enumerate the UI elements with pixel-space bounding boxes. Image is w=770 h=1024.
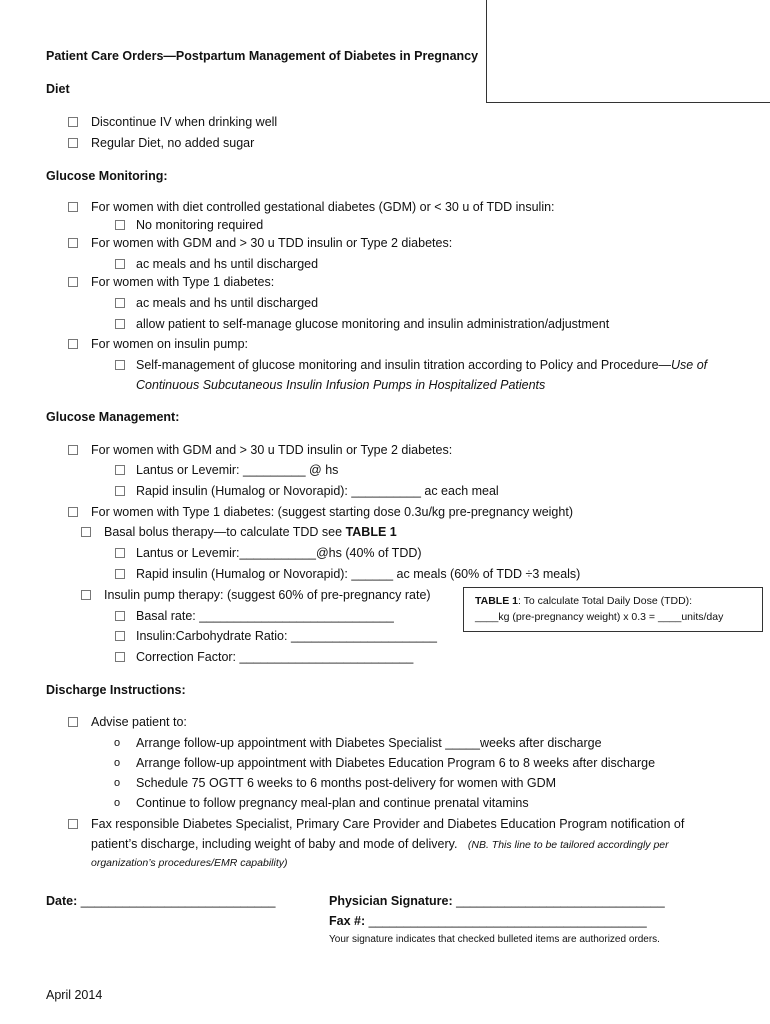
discharge-sub-3: Schedule 75 OGTT 6 weeks to 6 months post-delivery for women with GDM	[136, 776, 557, 790]
basal-bolus-table-ref: TABLE 1	[345, 525, 397, 539]
discharge-item-1: Advise patient to:	[91, 715, 187, 729]
signature-note: Your signature indicates that checked bulleted items are authorized orders.	[329, 934, 660, 945]
pump-sub-3: Correction Factor: _________________________	[136, 650, 414, 664]
gm-sub-checkbox-2[interactable]	[115, 259, 125, 269]
gm-sub-checkbox-3b[interactable]	[115, 319, 125, 329]
gmg-item-1-sub-1: Lantus or Levemir: _________ @ hs	[136, 463, 339, 477]
gmg-sub-checkbox-1a[interactable]	[115, 465, 125, 475]
discharge-checkbox-1[interactable]	[68, 717, 78, 727]
discharge-item-2-line-2	[91, 836, 669, 853]
table1-label: TABLE 1	[475, 595, 518, 607]
bb-sub-2: Rapid insulin (Humalog or Novorapid): ______ ac meals (60% of TDD ÷3 meals)	[136, 567, 581, 581]
discharge-item-2-note-a: (NB. This line to be tailored accordingly per	[467, 839, 669, 851]
diet-item-2: Regular Diet, no added sugar	[91, 136, 255, 150]
discharge-item-2-note-b: organization’s procedures/EMR capability)	[91, 857, 288, 869]
gm-item-3-sub-2: allow patient to self-manage glucose monitoring and insulin administration/adjustment	[136, 317, 610, 331]
diet-checkbox-1[interactable]	[68, 117, 78, 127]
gm-checkbox-3[interactable]	[68, 277, 78, 287]
gm-checkbox-2[interactable]	[68, 238, 78, 248]
gm-item-2-sub: ac meals and hs until discharged	[136, 257, 319, 271]
pump-item: Insulin pump therapy: (suggest 60% of pre-pregnancy rate)	[104, 588, 431, 602]
diet-item-1: Discontinue IV when drinking well	[91, 115, 278, 129]
gm-item-4-sub-line-2: Continuous Subcutaneous Insulin Infusion Pumps in Hospitalized Patients	[136, 378, 546, 392]
discharge-sub-2: Arrange follow-up appointment with Diabetes Education Program 6 to 8 weeks after discharge	[136, 756, 656, 770]
gm-item-1: For women with diet controlled gestational diabetes (GDM) or < 30 u of TDD insulin:	[91, 200, 555, 214]
gm-item-1-sub: No monitoring required	[136, 218, 264, 232]
document-date: April 2014	[46, 988, 103, 1002]
gm-item-4-sub-italic: Use of	[671, 358, 708, 372]
diet-heading: Diet	[46, 82, 70, 96]
date-field[interactable]	[46, 893, 275, 909]
page-title: Patient Care Orders—Postpartum Management of Diabetes in Pregnancy	[46, 49, 479, 63]
diet-checkbox-2[interactable]	[68, 138, 78, 148]
signature-line: ______________________________	[456, 894, 665, 908]
pump-sub-2: Insulin:Carbohydrate Ratio: _____________________	[136, 629, 437, 643]
gm-sub-checkbox-1[interactable]	[115, 220, 125, 230]
discharge-checkbox-2[interactable]	[68, 819, 78, 829]
bullet-2: o	[114, 757, 121, 769]
table1-text: : To calculate Total Daily Dose (TDD):	[517, 595, 693, 607]
gmg-checkbox-2[interactable]	[68, 507, 78, 517]
pump-sub-1: Basal rate: ____________________________	[136, 609, 394, 623]
gmg-item-1: For women with GDM and > 30 u TDD insulin or Type 2 diabetes:	[91, 443, 453, 457]
pump-sub-checkbox-2[interactable]	[115, 631, 125, 641]
pump-checkbox[interactable]	[81, 590, 91, 600]
table1-line-2: ____kg (pre-pregnancy weight) x 0.3 = ____units/day	[475, 611, 724, 623]
bullet-1: o	[114, 737, 121, 749]
gm-item-4-sub-line-1	[136, 357, 707, 373]
pump-sub-checkbox-1[interactable]	[115, 611, 125, 621]
gm-item-2: For women with GDM and > 30 u TDD insulin or Type 2 diabetes:	[91, 236, 453, 250]
gmg-checkbox-1[interactable]	[68, 445, 78, 455]
patient-id-box	[486, 0, 770, 103]
gm-item-4: For women on insulin pump:	[91, 337, 249, 351]
discharge-heading: Discharge Instructions:	[46, 683, 186, 697]
glucose-monitoring-heading: Glucose Monitoring:	[46, 169, 168, 183]
signature-label: Physician Signature:	[329, 894, 453, 908]
gm-sub-checkbox-3a[interactable]	[115, 298, 125, 308]
discharge-item-2-line-1: Fax responsible Diabetes Specialist, Primary Care Provider and Diabetes Education Program notification of	[91, 817, 685, 831]
date-line: ____________________________	[80, 894, 276, 908]
gmg-item-2: For women with Type 1 diabetes: (suggest starting dose 0.3u/kg pre-pregnancy weight)	[91, 505, 573, 519]
gm-item-3: For women with Type 1 diabetes:	[91, 275, 275, 289]
bb-sub-1: Lantus or Levemir:___________@hs (40% of TDD)	[136, 546, 422, 560]
signature-field[interactable]	[329, 893, 665, 909]
basal-bolus-item	[104, 524, 397, 540]
bb-sub-checkbox-2[interactable]	[115, 569, 125, 579]
discharge-sub-1: Arrange follow-up appointment with Diabetes Specialist _____weeks after discharge	[136, 736, 602, 750]
bullet-3: o	[114, 777, 121, 789]
fax-line: ________________________________________	[368, 914, 647, 928]
gmg-sub-checkbox-1b[interactable]	[115, 486, 125, 496]
fax-label: Fax #:	[329, 914, 366, 928]
table1-line-1	[475, 593, 692, 609]
gmg-item-1-sub-2: Rapid insulin (Humalog or Novorapid): __________ ac each meal	[136, 484, 499, 498]
bb-sub-checkbox-1[interactable]	[115, 548, 125, 558]
date-label: Date:	[46, 894, 78, 908]
gm-item-4-sub-text: Self-management of glucose monitoring and insulin titration according to Policy and Procedure—	[136, 358, 672, 372]
gm-sub-checkbox-4[interactable]	[115, 360, 125, 370]
basal-bolus-checkbox[interactable]	[81, 527, 91, 537]
discharge-sub-4: Continue to follow pregnancy meal-plan and continue prenatal vitamins	[136, 796, 529, 810]
pump-sub-checkbox-3[interactable]	[115, 652, 125, 662]
gm-item-3-sub-1: ac meals and hs until discharged	[136, 296, 319, 310]
basal-bolus-text: Basal bolus therapy—to calculate TDD see	[104, 525, 346, 539]
discharge-item-2-text: patient’s discharge, including weight of baby and mode of delivery.	[91, 837, 458, 851]
bullet-4: o	[114, 797, 121, 809]
fax-field[interactable]	[329, 913, 647, 929]
gm-checkbox-4[interactable]	[68, 339, 78, 349]
glucose-management-heading: Glucose Management:	[46, 410, 180, 424]
gm-checkbox-1[interactable]	[68, 202, 78, 212]
